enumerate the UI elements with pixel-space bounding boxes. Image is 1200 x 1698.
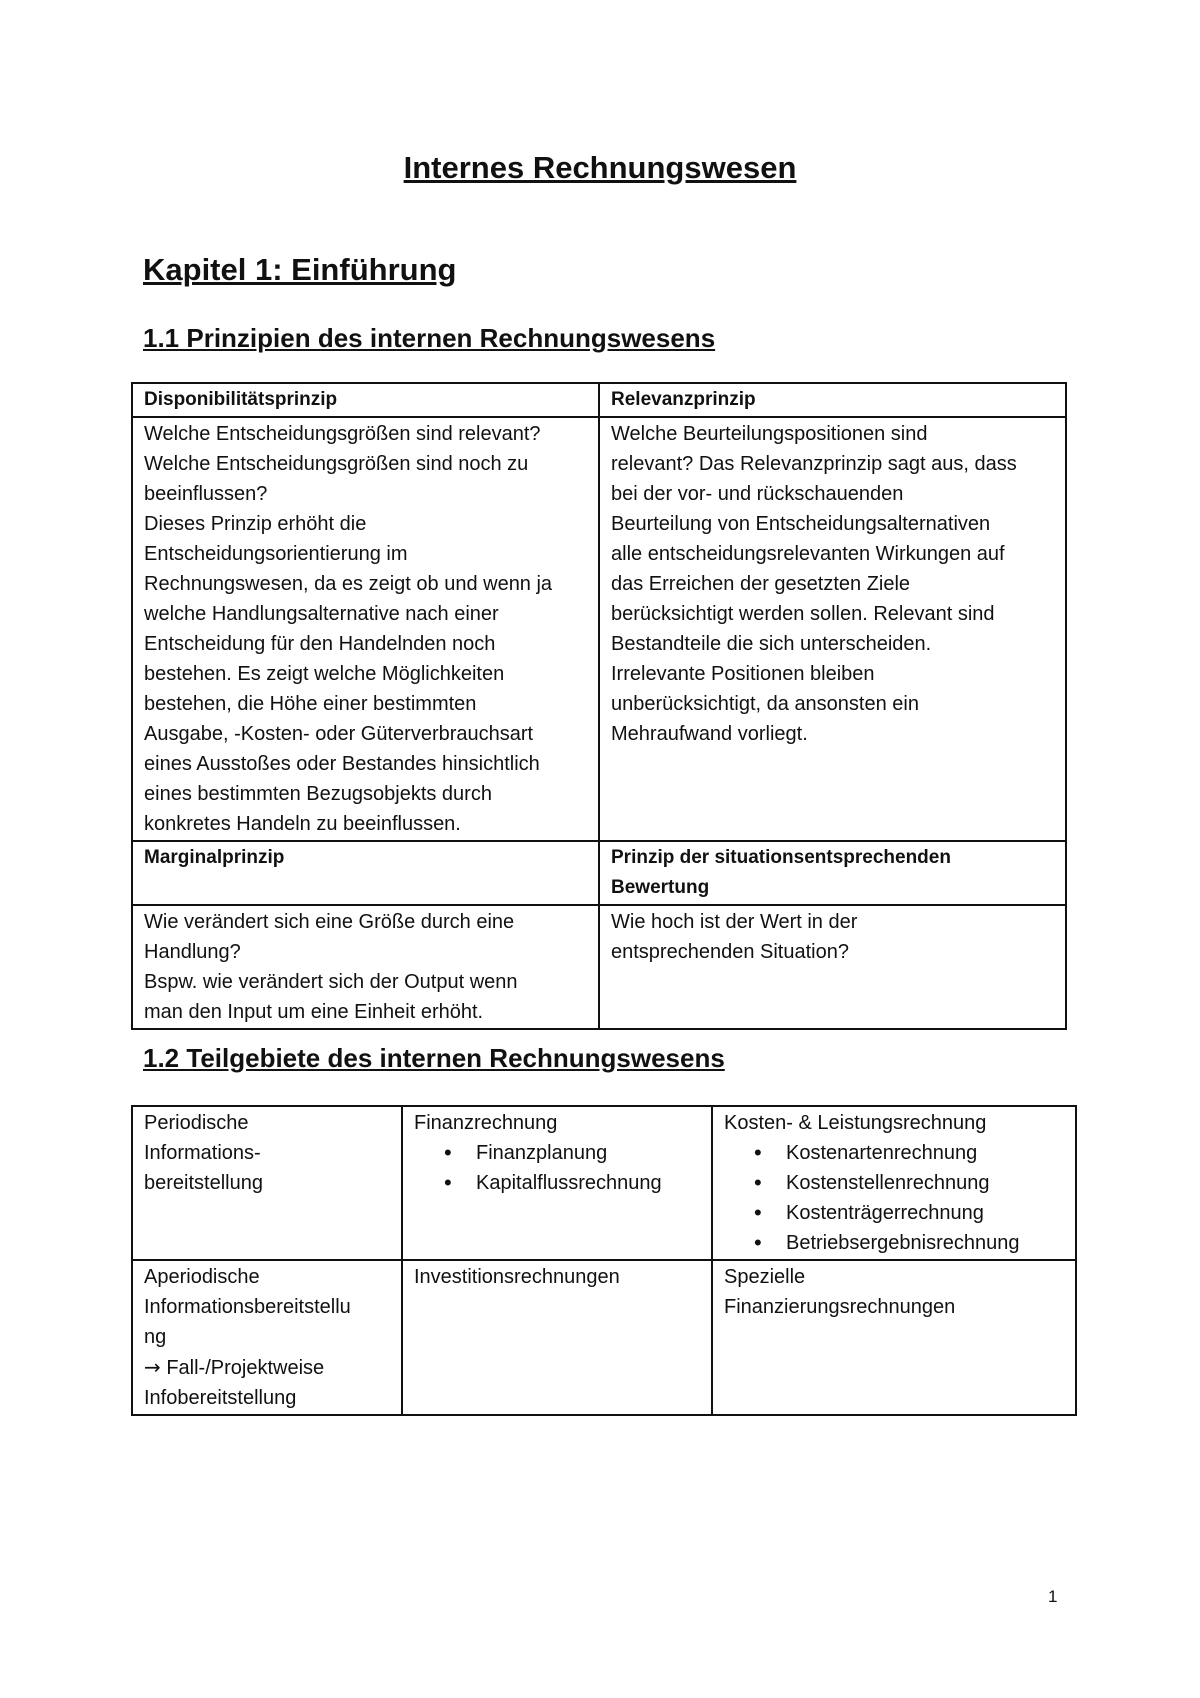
disponibility-principle-header: Disponibilitätsprinzip: [132, 383, 599, 417]
text-line: Welche Beurteilungspositionen sind: [611, 423, 928, 445]
text-line: Entscheidungsorientierung im: [144, 543, 408, 565]
situational-valuation-principle-text: [599, 905, 1066, 1029]
text-line: alle entscheidungsrelevanten Wirkungen auf: [611, 543, 1005, 565]
cell-title: Kosten- & Leistungsrechnung: [724, 1112, 987, 1134]
principles-table: [131, 382, 1067, 1030]
cell-title: Investitionsrechnungen: [414, 1266, 620, 1288]
cost-performance-cell: [712, 1106, 1076, 1260]
text-line: Bspw. wie verändert sich der Output wenn: [144, 971, 518, 993]
text-line: [144, 1352, 391, 1383]
text-line: Bewertung: [611, 877, 710, 898]
investment-calculation-cell: [402, 1260, 712, 1415]
text-fragment: Fall-/Projektweise: [166, 1357, 325, 1379]
list-item: • Kostenträgerrechnung: [724, 1198, 1065, 1228]
text-line: bestehen, die Höhe einer bestimmten: [144, 693, 477, 715]
text-line: konkretes Handeln zu beeinflussen.: [144, 813, 461, 835]
text-line: Informationsbereitstellu: [144, 1296, 351, 1318]
text-line: Mehraufwand vorliegt.: [611, 723, 808, 745]
arrow-right-icon: →: [144, 1355, 161, 1379]
text-line: berücksichtigt werden sollen. Relevant sind: [611, 603, 995, 625]
chapter-heading: Kapitel 1: Einführung: [143, 252, 457, 287]
text-line: Rechnungswesen, da es zeigt ob und wenn ja: [144, 573, 553, 595]
text-line: Welche Entscheidungsgrößen sind noch zu: [144, 453, 529, 475]
text-line: Ausgabe, -Kosten- oder Güterverbrauchsart: [144, 723, 534, 745]
text-line: eines bestimmten Bezugsobjekts durch: [144, 783, 492, 805]
bullet-list: [724, 1138, 1065, 1258]
relevance-principle-text: [599, 417, 1066, 841]
text-line: relevant? Das Relevanzprinzip sagt aus, dass: [611, 453, 1017, 475]
text-line: Dieses Prinzip erhöht die: [144, 513, 367, 535]
section-heading-subareas: 1.2 Teilgebiete des internen Rechnungswesens: [143, 1043, 725, 1073]
text-line: Wie hoch ist der Wert in der: [611, 911, 858, 933]
text-line: entsprechenden Situation?: [611, 941, 849, 963]
text-line: Bestandteile die sich unterscheiden.: [611, 633, 932, 655]
marginal-principle-text: [132, 905, 599, 1029]
text-line: Spezielle: [724, 1266, 806, 1288]
text-line: bei der vor- und rückschauenden: [611, 483, 904, 505]
text-line: Finanzierungsrechnungen: [724, 1296, 956, 1318]
list-item: • Kostenstellenrechnung: [724, 1168, 1065, 1198]
table-row: [132, 417, 1066, 841]
list-item: • Kapitalflussrechnung: [414, 1168, 701, 1198]
relevance-principle-header: Relevanzprinzip: [599, 383, 1066, 417]
text-line: Wie verändert sich eine Größe durch eine: [144, 911, 515, 933]
list-item: • Betriebsergebnisrechnung: [724, 1228, 1065, 1258]
text-line: Beurteilung von Entscheidungsalternativen: [611, 513, 991, 535]
marginal-principle-header: Marginalprinzip: [132, 841, 599, 905]
text-line: Entscheidung für den Handelnden noch: [144, 633, 496, 655]
text-line: Informations-: [144, 1142, 261, 1164]
table-row: [132, 1106, 1076, 1260]
section-heading-principles: 1.1 Prinzipien des internen Rechnungswesens: [143, 323, 716, 353]
table-row: [132, 841, 1066, 905]
text-line: bereitstellung: [144, 1172, 263, 1194]
list-item: • Finanzplanung: [414, 1138, 701, 1168]
page-number: 1: [1048, 1587, 1058, 1606]
list-item: • Kostenartenrechnung: [724, 1138, 1065, 1168]
text-line: unberücksichtigt, da ansonsten ein: [611, 693, 919, 715]
subareas-table: [131, 1105, 1077, 1416]
special-financing-cell: [712, 1260, 1076, 1415]
text-line: beeinflussen?: [144, 483, 268, 505]
disponibility-principle-text: [132, 417, 599, 841]
text-line: eines Ausstoßes oder Bestandes hinsichtlich: [144, 753, 540, 775]
table-row: [132, 905, 1066, 1029]
table-row: [132, 1260, 1076, 1415]
text-line: bestehen. Es zeigt welche Möglichkeiten: [144, 663, 505, 685]
aperiodic-info-cell: [132, 1260, 402, 1415]
text-line: Handlung?: [144, 941, 241, 963]
situational-valuation-principle-header: [599, 841, 1066, 905]
document-title: Internes Rechnungswesen: [403, 150, 797, 185]
text-line: ng: [144, 1326, 167, 1348]
text-line: Irrelevante Positionen bleiben: [611, 663, 875, 685]
periodic-info-cell: [132, 1106, 402, 1260]
text-line: das Erreichen der gesetzten Ziele: [611, 573, 911, 595]
cell-title: Finanzrechnung: [414, 1112, 558, 1134]
text-line: Periodische: [144, 1112, 249, 1134]
text-line: Infobereitstellung: [144, 1387, 297, 1409]
text-line: Aperiodische: [144, 1266, 260, 1288]
text-line: welche Handlungsalternative nach einer: [144, 603, 499, 625]
text-line: Prinzip der situationsentsprechenden: [611, 847, 951, 868]
text-line: man den Input um eine Einheit erhöht.: [144, 1001, 484, 1023]
table-row: [132, 383, 1066, 417]
bullet-list: [414, 1138, 701, 1198]
text-line: Welche Entscheidungsgrößen sind relevant?: [144, 423, 541, 445]
financial-accounting-cell: [402, 1106, 712, 1260]
